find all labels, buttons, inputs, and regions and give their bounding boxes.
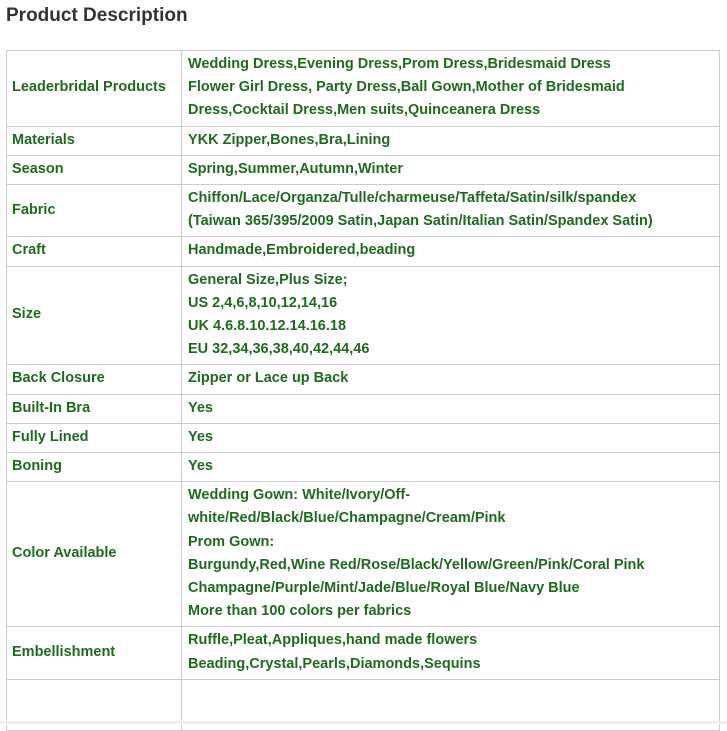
value-line: US 2,4,6,8,10,12,14,16 — [188, 294, 338, 311]
row-value — [182, 155, 720, 184]
value-line: Wedding Gown: White/Ivory/Off- — [188, 487, 411, 504]
value-line: Beading,Crystal,Pearls,Diamonds,Sequins — [188, 655, 481, 672]
value-line: Yes — [188, 458, 213, 475]
value-line: More than 100 colors per fabrics — [188, 603, 412, 620]
row-label: Fully Lined — [7, 423, 182, 452]
table-row — [7, 482, 720, 627]
value-line: General Size,Plus Size; — [188, 271, 348, 288]
value-line: Handmade,Embroidered,beading — [188, 242, 416, 259]
table-row — [7, 237, 720, 266]
row-value — [182, 627, 720, 679]
value-line: Flower Girl Dress, Party Dress,Ball Gown,Mother of Bridesmaid — [188, 79, 625, 96]
value-line: Yes — [188, 399, 213, 416]
value-line: Zipper or Lace up Back — [188, 370, 349, 387]
value-line: (Taiwan 365/395/2009 Satin,Japan Satin/Italian Satin/Spandex Satin) — [188, 213, 653, 230]
table-row — [7, 155, 720, 184]
row-value — [182, 394, 720, 423]
value-line: Dress,Cocktail Dress,Men suits,Quinceanera Dress — [188, 102, 541, 119]
table-row — [7, 423, 720, 452]
row-value — [182, 266, 720, 365]
table-row — [7, 185, 720, 237]
table-row — [7, 365, 720, 394]
row-label: Embellishment — [7, 627, 182, 679]
table-row — [7, 453, 720, 482]
row-label: Boning — [7, 453, 182, 482]
value-line: Ruffle,Pleat,Appliques,hand made flowers — [188, 632, 478, 649]
value-line: Champagne/Purple/Mint/Jade/Blue/Royal Blue/Navy Blue — [188, 580, 580, 597]
table-row — [7, 627, 720, 679]
value-line: Chiffon/Lace/Organza/Tulle/charmeuse/Taffeta/Satin/silk/spandex — [188, 190, 637, 207]
page-title: Product Description — [6, 5, 188, 26]
value-line: YKK Zipper,Bones,Bra,Lining — [188, 131, 391, 148]
value-line: Burgundy,Red,Wine Red/Rose/Black/Yellow/Green/Pink/Coral Pink — [188, 556, 645, 573]
row-value — [182, 126, 720, 155]
value-line: Wedding Dress,Evening Dress,Prom Dress,Bridesmaid Dress — [188, 56, 611, 72]
value-line: Prom Gown: — [188, 533, 275, 550]
row-label: Color Available — [7, 482, 182, 627]
row-value — [182, 482, 720, 627]
row-label: Materials — [7, 126, 182, 155]
value-line: EU 32,34,36,38,40,42,44,46 — [188, 341, 370, 358]
table-row — [7, 266, 720, 365]
row-value — [182, 453, 720, 482]
value-line: Spring,Summer,Autumn,Winter — [188, 160, 403, 177]
table-row — [7, 126, 720, 155]
row-value — [182, 185, 720, 237]
value-line: UK 4.6.8.10.12.14.16.18 — [188, 318, 347, 335]
row-label: Craft — [7, 237, 182, 266]
row-label: Built-In Bra — [7, 394, 182, 423]
row-value — [182, 51, 720, 127]
row-value — [182, 365, 720, 394]
table-row — [7, 51, 720, 127]
row-label: Size — [7, 266, 182, 365]
value-line: white/Red/Black/Blue/Champagne/Cream/Pink — [188, 510, 506, 527]
product-description-table — [6, 50, 720, 731]
value-line: Yes — [188, 428, 213, 445]
table-row — [7, 394, 720, 423]
row-value — [182, 237, 720, 266]
row-value — [182, 423, 720, 452]
row-label: Leaderbridal Products — [7, 51, 182, 127]
row-label: Back Closure — [7, 365, 182, 394]
row-label: Season — [7, 155, 182, 184]
row-label: Fabric — [7, 185, 182, 237]
